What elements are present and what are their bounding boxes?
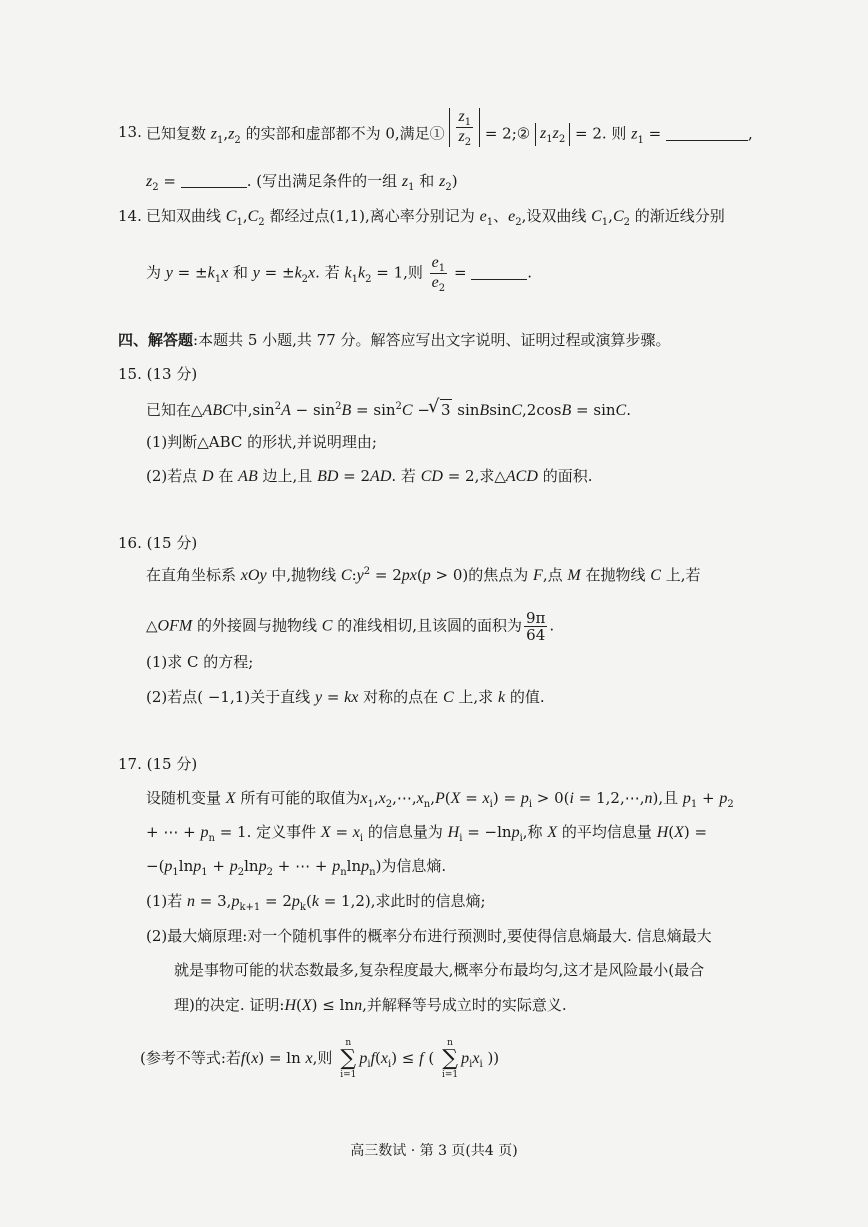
q13-number: 13. [118,123,142,141]
q15-part2: (2)若点 D 在 AB 边上,且 BD = 2AD. 若 CD = 2,求△ACD 的面积. [146,467,593,485]
q17-line3: $-(p_1\ln p_1 + p_2\ln p_2$ + ⋯ + $p_n\ln p_n$)为信息熵. [146,857,447,878]
q14-line2: 为 $y = \pm k_1x$ 和 $y = \pm k_2x$. 若 $k_1k_2 = 1$,则 $\frac{e_1}{e_2}$ = . [146,254,533,294]
q15-header: 15. (13 分) [118,365,198,383]
q17-reference: (参考不等式:若f(x) = ln x,则 n ∑ i=1 $p_if(x_i) \le f$ ( n ∑ i=1 $p_ix_i$ )) [140,1038,500,1080]
q13-line2: $z_2$ = . (写出满足条件的一组 $z_1$ 和 $z_2$) [146,172,458,193]
q13-line1: 已知复数 $z_1,z_2$ 的实部和虚部都不为 0,满足① $\frac{z_1}{z_2}$ = 2;② $z_1z_2 = 2$. 则 $z_1$ = , [146,108,753,148]
q16-stem-line1: 在直角坐标系 xOy 中,抛物线 $C:y^2 = 2px(p > 0)$的焦点为 F,点 M 在抛物线 C 上,若 [146,566,701,584]
q15-stem: 已知在△ABC中$,\sin^2A - \sin^2B = \sin^2C$ −√ 3 sinBsinC,2cosB = sinC. [146,399,631,423]
q17-part2-line2: 就是事物可能的状态数最多,复杂程度最大,概率分布最均匀,这才是风险最小(最合 [174,961,705,979]
q17-part2-line3: 理)的决定. 证明:H(X) ≤ lnn,并解释等号成立时的实际意义. [174,996,567,1014]
q17-part2-line1: (2)最大熵原理:对一个随机事件的概率分布进行预测时,要使得信息熵最大. 信息熵最大 [146,927,712,945]
q16-stem-line2: △OFM 的外接圆与抛物线 C 的准线相切,且该圆的面积为 $\frac{9\pi}{64}$ . [146,609,555,644]
q16-part2: (2)若点( −1,1)关于直线 y = kx 对称的点在 C 上,求 k 的值. [146,688,545,706]
q16-header: 16. (15 分) [118,534,198,552]
q17-header: 17. (15 分) [118,755,198,773]
q17-line2: + ⋯ + $p_n = 1$. 定义事件 $X = x_i$ 的信息量为 $H_i = -\ln p_i$,称 X 的平均信息量 H(X) = [146,823,708,844]
q14-number: 14. [118,207,142,225]
q16-part1: (1)求 C 的方程; [146,653,254,671]
q17-line1: 设随机变量 X 所有可能的取值为$x_1,x_2,\cdots,x_n,P(X = x_i) = p_i > 0(i$ = 1,2,⋯,n),且 $p_1 + p_2$ [146,789,734,810]
q14-line1: 已知双曲线 $C_1,C_2$ 都经过点(1,1),离心率分别记为 $e_1$、$e_2$,设双曲线 $C_1,C_2$ 的渐近线分别 [146,207,725,228]
q15-part1: (1)判断△ABC 的形状,并说明理由; [146,433,377,451]
page-footer: 高三数试 · 第 3 页(共4 页) [350,1143,518,1159]
q17-part1: (1)若 $n = 3,p_{k+1} = 2p_k(k = 1,2)$,求此时的信息熵; [146,892,486,913]
section-4-heading: 四、解答题:本题共 5 小题,共 77 分。解答应写出文字说明、证明过程或演算步骤。 [118,331,671,349]
